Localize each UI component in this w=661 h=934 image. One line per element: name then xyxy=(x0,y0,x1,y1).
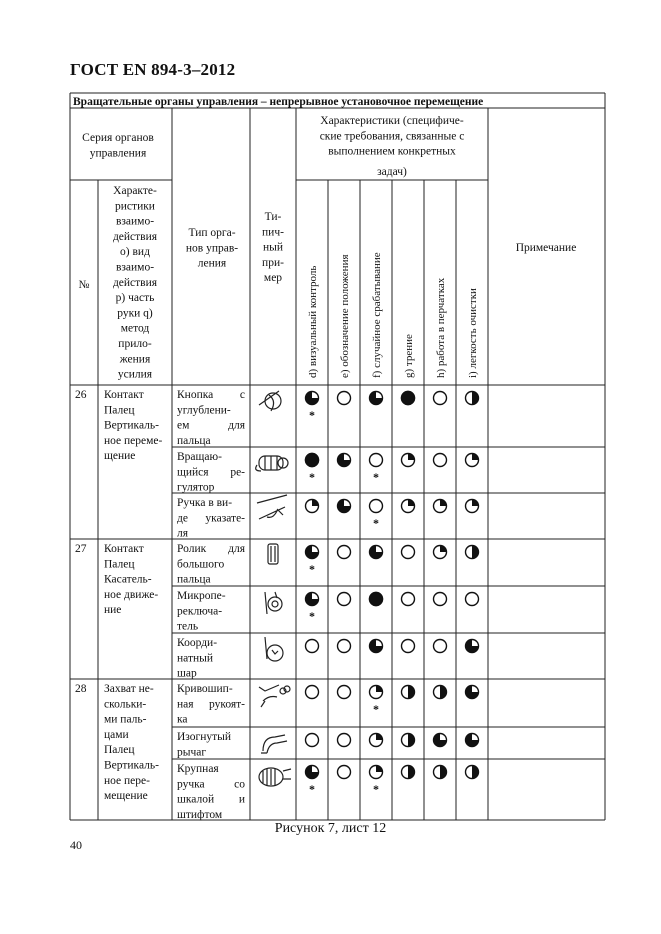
rating-half xyxy=(402,734,415,747)
group-number: 27 xyxy=(75,543,87,555)
organ-type-text: большого xyxy=(177,558,225,571)
button-with-finger-recess-sketch xyxy=(259,391,281,411)
document-title: ГОСТ EN 894-3–2012 xyxy=(70,60,236,79)
organ-type-text: с xyxy=(239,389,245,401)
organ-type-text: штифтом xyxy=(177,808,223,821)
curved-lever-sketch xyxy=(261,735,287,753)
header-char-column-4: g) трение xyxy=(403,334,415,378)
header-organ-type: ления xyxy=(197,257,227,270)
group-description: Палец xyxy=(104,558,135,571)
rating-empty xyxy=(338,734,351,747)
rating-quarter xyxy=(434,546,447,559)
organ-type-text: ля xyxy=(177,527,189,540)
rating-full xyxy=(402,392,415,405)
rating-empty xyxy=(370,500,383,513)
header-char-column-1: d) визуальный контроль xyxy=(307,265,319,378)
header-char-column-2: e) обозначение положения xyxy=(339,254,351,378)
header-typical-example: Ти- xyxy=(264,211,282,223)
rating-quarter xyxy=(402,500,415,513)
organ-type-text: Изогнутый xyxy=(177,731,232,743)
rating-empty xyxy=(434,454,447,467)
asterisk-mark: * xyxy=(373,470,379,484)
header-interaction-characteristics: действия xyxy=(112,230,158,243)
group-description: Палец xyxy=(104,404,135,417)
large-knob-with-scale-sketch xyxy=(259,768,291,786)
organ-type-text: рукоят- xyxy=(208,698,245,711)
organ-type-text: со xyxy=(234,778,245,791)
rating-three-quarter xyxy=(370,640,383,653)
header-interaction-characteristics: р) часть xyxy=(115,292,155,305)
header-interaction-characteristics: метод xyxy=(120,322,150,335)
organ-type-text: Кнопка xyxy=(177,389,214,401)
asterisk-mark: * xyxy=(373,782,379,796)
rating-three-quarter xyxy=(466,640,479,653)
rating-empty xyxy=(306,734,319,747)
group-description: Контакт xyxy=(104,543,144,555)
group-description: Палец xyxy=(104,744,135,757)
rating-empty xyxy=(338,686,351,699)
page-number: 40 xyxy=(70,838,82,852)
organ-type-text: ручка xyxy=(177,778,205,791)
header-interaction-characteristics: руки q) xyxy=(117,307,153,320)
rating-empty xyxy=(370,454,383,467)
group-description: ми паль- xyxy=(104,713,147,726)
rating-three-quarter xyxy=(370,392,383,405)
header-interaction-characteristics: взаимо- xyxy=(115,261,155,274)
organ-type-text: Коорди- xyxy=(177,637,218,649)
rating-quarter xyxy=(466,454,479,467)
organ-type-text: де xyxy=(177,512,188,525)
organ-type-text: Ручка в ви- xyxy=(177,497,233,509)
header-typical-example: мер xyxy=(263,272,283,285)
header-interaction-characteristics: усилия xyxy=(117,368,153,381)
thumb-roller-sketch xyxy=(268,544,278,564)
group-description: мещение xyxy=(104,790,148,803)
rating-quarter xyxy=(370,686,383,699)
rating-empty xyxy=(338,593,351,606)
rating-quarter xyxy=(402,454,415,467)
rating-half xyxy=(466,546,479,559)
header-number: № xyxy=(78,279,90,291)
rating-full xyxy=(370,593,383,606)
organ-type-text: пальца xyxy=(177,573,211,586)
micro-switch-sketch xyxy=(265,592,282,614)
header-interaction-characteristics: Характе- xyxy=(113,185,157,197)
asterisk-mark: * xyxy=(309,562,315,576)
rating-empty xyxy=(338,766,351,779)
organ-type-text: для xyxy=(228,419,245,432)
section-title: Вращательные органы управления – непрерывное установочное перемещение xyxy=(73,96,484,108)
organ-type-text: пальца xyxy=(177,434,211,447)
organ-type-text: Ролик xyxy=(177,543,207,555)
rating-empty xyxy=(434,640,447,653)
rating-empty xyxy=(306,640,319,653)
asterisk-mark: * xyxy=(309,408,315,422)
rating-quarter xyxy=(434,500,447,513)
header-organ-type: нов управ- xyxy=(185,242,239,255)
group-description: Вертикаль- xyxy=(104,759,159,772)
rating-three-quarter xyxy=(466,734,479,747)
organ-type-text: шар xyxy=(177,667,197,680)
pointer-knob-sketch xyxy=(257,495,287,519)
organ-type-text: гулятор xyxy=(177,481,215,494)
trackball-sketch xyxy=(265,637,283,661)
rating-empty xyxy=(466,593,479,606)
rating-half xyxy=(434,686,447,699)
group-description: щение xyxy=(104,450,136,463)
group-description: ное переме- xyxy=(104,434,163,447)
rating-half xyxy=(434,766,447,779)
asterisk-mark: * xyxy=(309,782,315,796)
rating-three-quarter xyxy=(306,593,319,606)
group-description: ние xyxy=(104,604,122,617)
asterisk-mark: * xyxy=(309,470,315,484)
organ-type-text: реключа- xyxy=(177,605,223,618)
asterisk-mark: * xyxy=(309,609,315,623)
crank-handle-sketch xyxy=(259,685,290,707)
organ-type-text: углублени- xyxy=(177,404,231,417)
rating-empty xyxy=(338,392,351,405)
header-char-column-6: i) легкость очистки xyxy=(467,288,479,378)
group-description: Касатель- xyxy=(104,573,152,586)
group-description: Захват не- xyxy=(104,683,154,695)
header-interaction-characteristics: прило- xyxy=(118,338,152,350)
organ-type-text: ем xyxy=(177,419,190,432)
header-typical-example: ный xyxy=(262,241,284,254)
rating-half xyxy=(402,766,415,779)
organ-type-text: ре- xyxy=(230,466,245,479)
header-interaction-characteristics: ристики xyxy=(115,200,155,213)
rating-empty xyxy=(402,546,415,559)
group-description: Вертикаль- xyxy=(104,419,159,432)
rating-quarter xyxy=(370,766,383,779)
organ-type-text: рычаг xyxy=(177,746,207,759)
rating-three-quarter xyxy=(338,500,351,513)
header-note: Примечание xyxy=(515,242,577,254)
rating-empty xyxy=(338,546,351,559)
organ-type-text: Вращаю- xyxy=(177,451,222,463)
asterisk-mark: * xyxy=(373,702,379,716)
header-characteristics-group: Характеристики (специфиче- xyxy=(320,115,464,127)
header-char-column-5: h) работа в перчатках xyxy=(435,277,447,378)
rating-three-quarter xyxy=(306,766,319,779)
header-interaction-characteristics: жения xyxy=(119,353,151,366)
rotating-regulator-sketch xyxy=(256,456,288,471)
rating-empty xyxy=(402,593,415,606)
header-series: Серия органов xyxy=(82,132,154,144)
header-interaction-characteristics: о) вид xyxy=(120,246,150,259)
organ-type-text: тель xyxy=(177,620,199,633)
rating-quarter xyxy=(370,734,383,747)
rating-three-quarter xyxy=(306,392,319,405)
group-number: 26 xyxy=(75,389,87,401)
rating-quarter xyxy=(306,500,319,513)
rating-empty xyxy=(434,593,447,606)
rating-empty xyxy=(306,686,319,699)
group-number: 28 xyxy=(75,683,87,695)
rating-empty xyxy=(402,640,415,653)
header-characteristics-group: задач) xyxy=(377,166,407,178)
rating-three-quarter xyxy=(338,454,351,467)
rating-three-quarter xyxy=(370,546,383,559)
group-description: скольки- xyxy=(104,698,147,711)
rating-half xyxy=(466,392,479,405)
group-description: ное движе- xyxy=(104,588,159,601)
header-interaction-characteristics: взаимо- xyxy=(115,215,155,228)
organ-type-text: для xyxy=(228,543,245,555)
rating-half xyxy=(402,686,415,699)
rating-half xyxy=(466,766,479,779)
rating-empty xyxy=(434,392,447,405)
figure-caption: Рисунок 7, лист 12 xyxy=(274,821,387,836)
group-description: Контакт xyxy=(104,389,144,401)
rating-three-quarter xyxy=(306,546,319,559)
header-interaction-characteristics: действия xyxy=(112,276,158,289)
organ-type-text: Микропе- xyxy=(177,590,226,602)
organ-type-text: указате- xyxy=(205,512,245,525)
organ-type-text: ка xyxy=(177,713,188,726)
rating-three-quarter xyxy=(466,686,479,699)
header-organ-type: Тип орга- xyxy=(188,227,236,239)
header-typical-example: пич- xyxy=(262,226,284,239)
group-description: ное пере- xyxy=(104,774,150,787)
rating-three-quarter xyxy=(434,734,447,747)
header-characteristics-group: ские требования, связанные с xyxy=(319,130,465,143)
organ-type-text: Крупная xyxy=(177,763,219,775)
header-typical-example: при- xyxy=(262,256,284,269)
rating-quarter xyxy=(466,500,479,513)
header-characteristics-group: выполнением конкретных xyxy=(328,145,456,158)
organ-type-text: натный xyxy=(177,652,214,665)
organ-type-text: шкалой xyxy=(177,793,215,806)
header-char-column-3: f) случайное срабатывание xyxy=(371,252,383,378)
organ-type-text: и xyxy=(238,793,245,806)
asterisk-mark: * xyxy=(373,516,379,530)
header-series: управления xyxy=(89,147,147,160)
organ-type-text: щийся xyxy=(177,466,209,479)
organ-type-text: Кривошип- xyxy=(177,683,233,695)
group-description: цами xyxy=(104,728,129,741)
rating-full xyxy=(306,454,319,467)
rating-empty xyxy=(338,640,351,653)
organ-type-text: ная xyxy=(177,698,194,711)
